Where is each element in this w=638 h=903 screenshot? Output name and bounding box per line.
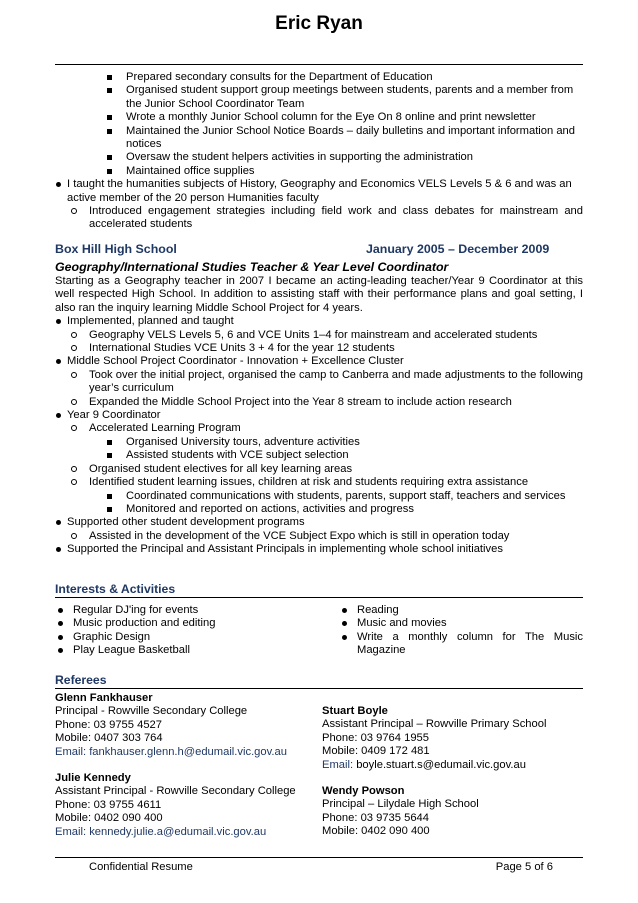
referee-phone: Phone: 03 9735 5644	[322, 811, 430, 824]
interests-section	[55, 582, 583, 666]
bullet-icon	[56, 547, 61, 552]
list-item: International Studies VCE Units 3 + 4 for the year 12 students	[55, 342, 583, 355]
resume-name: Eric Ryan	[275, 13, 363, 34]
list-item: Identified student learning issues, children at risk and students requiring extra assistance	[55, 476, 583, 489]
list-item: Oversaw the student helpers activities in supporting the administration	[55, 151, 583, 164]
square-bullet-icon	[107, 494, 112, 499]
interests-right-list	[339, 604, 583, 658]
square-bullet-icon	[107, 155, 112, 160]
list-item: Play League Basketball	[55, 644, 315, 657]
bullet-icon	[342, 621, 347, 626]
square-bullet-icon	[107, 88, 112, 93]
square-bullet-icon	[107, 169, 112, 174]
referees-section	[55, 673, 583, 862]
square-bullet-icon	[107, 453, 112, 458]
circle-bullet-icon	[71, 399, 77, 405]
referees-grid	[55, 692, 583, 862]
list-item: Maintained the Junior School Notice Boards – daily bulletins and important information and notices	[55, 125, 583, 152]
bullet-icon	[58, 648, 63, 653]
list-item: Write a monthly column for The Music Magazine	[339, 631, 583, 658]
list-item: Organised University tours, adventure activities	[55, 436, 583, 449]
circle-bullet-icon	[71, 372, 77, 378]
section-divider	[55, 688, 583, 689]
interests-title: Interests & Activities	[55, 582, 176, 596]
referee-email: Email: kennedy.julie.a@edumail.vic.gov.au	[55, 825, 267, 838]
list-item: Regular DJ'ing for events	[55, 604, 315, 617]
list-item: I taught the humanities subjects of History, Geography and Economics VELS Levels 5 & 6 and was an active member of the 20 person Humanities faculty	[55, 178, 583, 205]
previous-role-details	[55, 71, 583, 232]
interests-columns	[55, 604, 583, 666]
bullet-icon	[342, 608, 347, 613]
list-item: Middle School Project Coordinator - Innovation + Excellence Cluster	[55, 355, 583, 368]
list-item: Organised student support group meetings between students, parents and a member from the Junior School Coordinator Team	[55, 84, 583, 111]
list-item: Graphic Design	[55, 631, 315, 644]
circle-bullet-icon	[71, 425, 77, 431]
bullet-icon	[56, 359, 61, 364]
referees-title: Referees	[55, 673, 107, 687]
referee-name: Stuart Boyle	[322, 705, 388, 717]
list-item: Took over the initial project, organised the camp to Canberra and made adjustments to the following year’s curriculum	[55, 369, 583, 396]
square-bullet-icon	[107, 440, 112, 445]
circle-bullet-icon	[71, 345, 77, 351]
page-number: Page 5 of 6	[495, 861, 553, 873]
bullet-icon	[56, 319, 61, 324]
referee-name: Wendy Powson	[322, 785, 405, 797]
referee-mobile: Mobile: 0407 303 764	[55, 732, 163, 745]
list-item: Year 9 Coordinator	[55, 409, 583, 422]
list-item: Organised student electives for all key learning areas	[55, 463, 583, 476]
referee-title: Assistant Principal - Rowville Secondary College	[55, 785, 296, 798]
list-item: Expanded the Middle School Project into the Year 8 stream to include action research	[55, 396, 583, 409]
school-dates: January 2005 – December 2009	[366, 242, 550, 256]
square-bullet-icon	[107, 129, 112, 134]
bullet-icon	[58, 635, 63, 640]
referee-title: Assistant Principal – Rowville Primary School	[322, 718, 547, 731]
referee-mobile: Mobile: 0402 090 400	[55, 812, 163, 825]
referee-mobile: Mobile: 0402 090 400	[322, 825, 430, 838]
bullet-icon	[58, 621, 63, 626]
circle-bullet-icon	[71, 208, 77, 214]
school-name: Box Hill High School	[55, 242, 177, 256]
role-intro: Starting as a Geography teacher in 2007 I became an acting-leading teacher/Year 9 Coordinator at this well respected High School. In addition to assisting staff with their performance plans and goal setting, I also ran the inquiry learning Middle School Project for 4 years.	[55, 275, 583, 314]
section-divider	[55, 597, 583, 598]
list-item: Music production and editing	[55, 617, 315, 630]
list-item: Supported other student development programs	[55, 516, 583, 529]
box-hill-section	[55, 243, 583, 557]
list-item: Wrote a monthly Junior School column for the Eye On 8 online and print newsletter	[55, 111, 583, 124]
referee-name: Glenn Fankhauser	[55, 692, 153, 704]
referee-card	[322, 785, 583, 839]
role-title: Geography/International Studies Teacher & Year Level Coordinator	[55, 260, 449, 274]
list-item: Supported the Principal and Assistant Principals in implementing whole school initiatives	[55, 543, 583, 556]
list-item: Maintained office supplies	[55, 165, 583, 178]
list-item: Assisted students with VCE subject selection	[55, 449, 583, 462]
referee-card	[55, 692, 320, 759]
circle-bullet-icon	[71, 533, 77, 539]
referee-name: Julie Kennedy	[55, 772, 131, 784]
referee-card	[55, 772, 320, 839]
bullet-icon	[56, 520, 61, 525]
bullet-icon	[58, 608, 63, 613]
referee-phone: Phone: 03 9755 4527	[55, 718, 163, 731]
referee-phone: Phone: 03 9755 4611	[55, 798, 162, 811]
list-item: Reading	[339, 604, 583, 617]
square-bullet-icon	[107, 507, 112, 512]
referee-title: Principal – Lilydale High School	[322, 798, 479, 811]
circle-bullet-icon	[71, 332, 77, 338]
list-item: Monitored and reported on actions, activities and progress	[55, 503, 583, 516]
footer-label: Confidential Resume	[89, 861, 193, 873]
referee-phone: Phone: 03 9764 1955	[322, 731, 430, 744]
referee-title: Principal - Rowville Secondary College	[55, 705, 248, 718]
square-bullet-icon	[107, 75, 112, 80]
referee-mobile: Mobile: 0409 172 481	[322, 745, 430, 758]
bullet-icon	[56, 182, 61, 187]
referee-email: Email: fankhauser.glenn.h@edumail.vic.gov.au	[55, 745, 287, 758]
square-bullet-icon	[107, 115, 112, 120]
list-item: Introduced engagement strategies including field work and class debates for mainstream and accelerated students	[55, 205, 583, 232]
list-item: Implemented, planned and taught	[55, 315, 583, 328]
circle-bullet-icon	[71, 479, 77, 485]
list-item: Geography VELS Levels 5, 6 and VCE Units 1–4 for mainstream and accelerated students	[55, 329, 583, 342]
page-footer	[55, 857, 583, 873]
bullet-icon	[56, 413, 61, 418]
list-item: Assisted in the development of the VCE Subject Expo which is still in operation today	[55, 530, 583, 543]
school-heading	[55, 243, 583, 259]
circle-bullet-icon	[71, 466, 77, 472]
list-item: Music and movies	[339, 617, 583, 630]
bullet-icon	[342, 635, 347, 640]
list-item: Prepared secondary consults for the Department of Education	[55, 71, 583, 84]
header-divider	[55, 64, 583, 65]
referee-card	[322, 705, 583, 772]
list-item: Coordinated communications with students, parents, support staff, teachers and services	[55, 490, 583, 503]
interests-left-list	[55, 604, 315, 658]
referee-email: Email: boyle.stuart.s@edumail.vic.gov.au	[322, 758, 526, 771]
list-item: Accelerated Learning Program	[55, 422, 583, 435]
